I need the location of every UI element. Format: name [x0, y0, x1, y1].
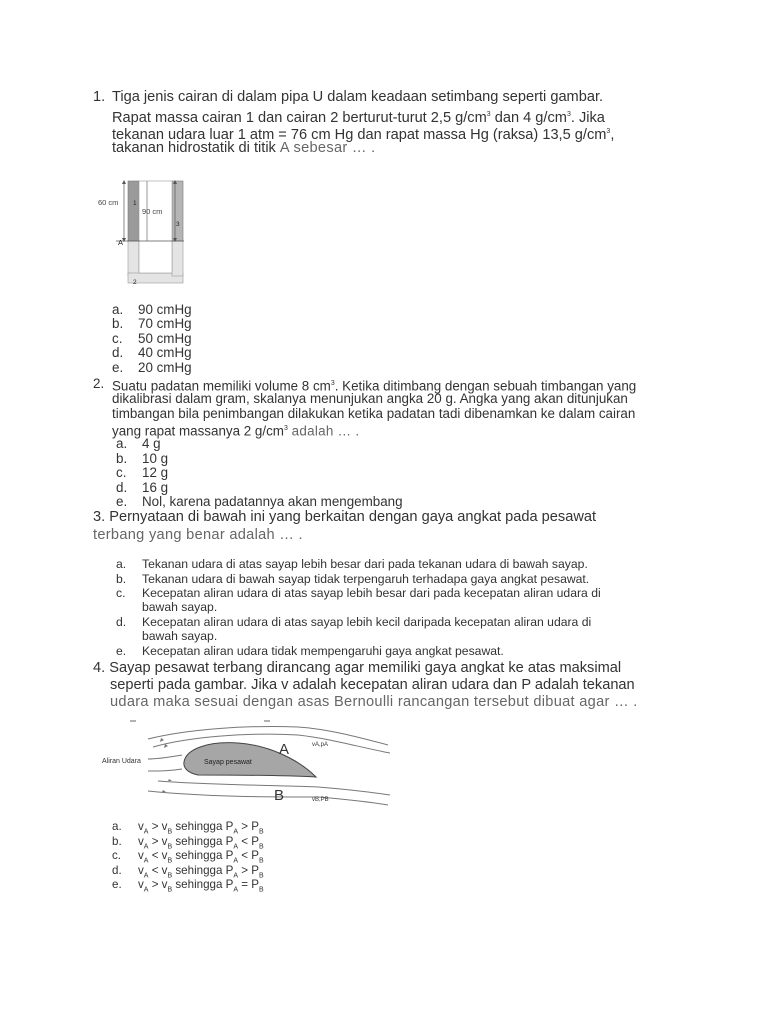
label-B: B: [274, 787, 285, 804]
q1-line-4: takanan hidrostatik di titik A sebesar … .: [112, 140, 376, 156]
label-A: A: [118, 238, 124, 247]
q1-number: 1.: [93, 89, 106, 105]
right-column-below: [172, 241, 183, 276]
q2-option-c[interactable]: c. 12 g: [116, 465, 169, 480]
q3-option-d[interactable]: d. Kecepatan aliran udara di atas sayap lebih kecil daripada kecepatan aliran udara di: [116, 615, 592, 629]
q2-option-d[interactable]: d. 16 g: [116, 480, 169, 495]
streamline-1: [148, 727, 388, 746]
right-column-fluid3: [172, 181, 183, 241]
q2-option-b[interactable]: b. 10 g: [116, 451, 169, 466]
q4-option-c[interactable]: c. $v_A < v_B$ sehingga $P_A < P_B$: [112, 849, 264, 865]
q1-option-e[interactable]: e. 20 cmHg: [112, 360, 192, 375]
q1-option-b[interactable]: b. 70 cmHg: [112, 316, 192, 331]
q3-option-a[interactable]: a. Tekanan udara di atas sayap lebih besar dari pada tekanan udara di bawah sayap.: [116, 557, 588, 571]
label-2: 2: [133, 279, 137, 286]
q2-number: 2.: [93, 376, 105, 391]
q4-option-b[interactable]: b. $v_A > v_B$ sehingga $P_A < P_B$: [112, 835, 264, 851]
q3-option-c-cont: bawah sayap.: [142, 600, 218, 614]
q3-option-c[interactable]: c. Kecepatan aliran udara di atas sayap lebih besar dari pada kecepatan aliran udara di: [116, 586, 601, 600]
q3-option-e[interactable]: e. Kecepatan aliran udara tidak mempengaruhi gaya angkat pesawat.: [116, 644, 504, 658]
streamline-center: [148, 755, 182, 759]
q1-line-1: Tiga jenis cairan di dalam pipa U dalam keadaan setimbang seperti gambar.: [112, 89, 604, 105]
wing-airflow-figure: [98, 715, 394, 809]
left-column-below-A: [128, 241, 139, 276]
streamline-center-2: [148, 769, 182, 771]
q2-line-4: yang rapat massanya 2 $g/cm^3$ adalah … .: [112, 423, 360, 439]
u-tube-figure: [94, 168, 194, 288]
q1-line-2: Rapat massa cairan 1 dan cairan 2 berturut-turut 2,5 $g/cm^3$ dan 4 $g/cm^3$. Jika: [112, 109, 605, 126]
label-3: 3: [176, 221, 180, 228]
q1-line-3: tekanan udara luar 1 atm = 76 cm Hg dan rapat massa Hg (raksa) 13,5 $g/cm^3$,: [112, 126, 615, 143]
q3-option-b[interactable]: b. Tekanan udara di bawah sayap tidak terpengaruh terhadapa gaya angkat pesawat.: [116, 572, 590, 586]
q1-option-d[interactable]: d. 40 cmHg: [112, 345, 192, 360]
q4-line-1: 4. Sayap pesawat terbang dirancang agar memiliki gaya angkat ke atas maksimal: [93, 660, 622, 676]
label-A: A: [279, 741, 290, 758]
label-sayap: Sayap pesawat: [204, 759, 252, 766]
q2-line-1: Suatu padatan memiliki volume 8 $cm^3$. Ketika ditimbang dengan sebuah timbangan yang: [112, 378, 637, 394]
q1-option-c[interactable]: c. 50 cmHg: [112, 331, 192, 346]
q4-option-d[interactable]: d. $v_A < v_B$ sehingga $P_A > P_B$: [112, 864, 264, 880]
label-aliran-udara: Aliran Udara: [102, 758, 141, 765]
q2-line-2: dikalibrasi dalam gram, skalanya menunjukan angka 20 g. Angka yang akan ditunjukan: [112, 391, 628, 406]
q2-option-e[interactable]: e. Nol, karena padatannya akan mengembang: [116, 494, 403, 509]
label-vbpb: vB,PB: [312, 797, 329, 803]
label-1: 1: [133, 200, 137, 207]
q4-option-e[interactable]: e. $v_A > v_B$ sehingga $P_A = P_B$: [112, 878, 264, 894]
q1-option-a[interactable]: a. 90 cmHg: [112, 302, 192, 317]
q3-option-d-cont: bawah sayap.: [142, 629, 218, 643]
q4-option-a[interactable]: a. $v_A > v_B$ sehingga $P_A > P_B$: [112, 820, 264, 836]
q4-line-3: udara maka sesuai dengan asas Bernoulli rancangan tersebut dibuat agar … .: [110, 694, 638, 710]
q4-line-2: seperti pada gambar. Jika v adalah kecepatan aliran udara dan P adalah tekanan: [110, 677, 635, 693]
left-column-fluid1: [128, 181, 139, 241]
q3-line-1: 3. Pernyataan di bawah ini yang berkaitan dengan gaya angkat pada pesawat: [93, 509, 597, 525]
q2-option-a[interactable]: a. 4 g: [116, 436, 161, 451]
q3-line-2: terbang yang benar adalah … .: [93, 527, 303, 543]
streamline-4: [148, 791, 388, 805]
label-60cm: 60 cm: [98, 198, 119, 207]
q2-line-3: timbangan bila penimbangan dilakukan ketika padatan tadi dibenamkan ke dalam cairan: [112, 406, 636, 421]
label-90cm: 90 cm: [142, 207, 163, 216]
label-vapa: vA,pA: [312, 742, 329, 748]
